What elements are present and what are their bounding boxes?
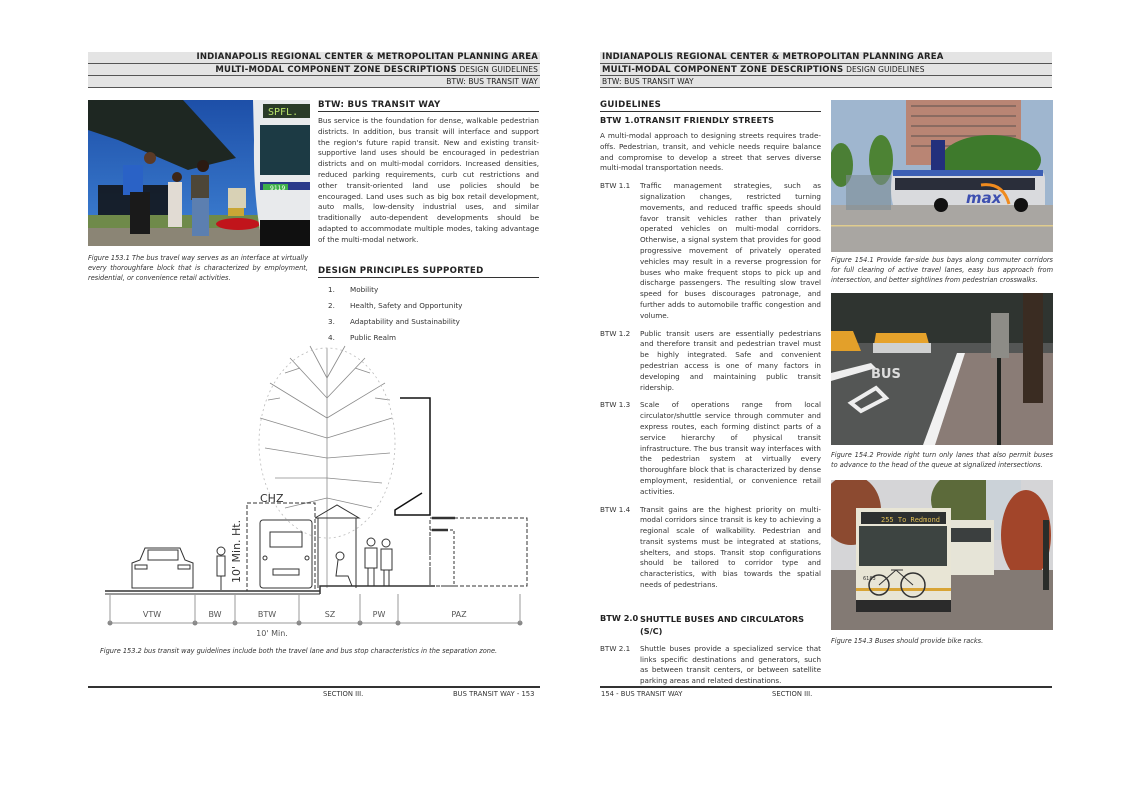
header-line-2 — [88, 64, 540, 76]
header-title: INDIANAPOLIS REGIONAL CENTER & METROPOLITAN PLANNING AREA — [196, 52, 538, 62]
left-page — [0, 0, 561, 794]
header-section: BTW: BUS TRANSIT WAY — [446, 77, 538, 86]
figure-153-1-caption: Figure 153.1 The bus travel way serves as an interface at virtually every thoroughfare block that is characterized by employment, residential, or convenience retail activities. — [88, 254, 308, 282]
page-header — [600, 52, 1052, 88]
header-line-1 — [600, 52, 1052, 64]
header-line-1 — [88, 52, 540, 64]
figure-154-3-photo — [831, 480, 1053, 630]
principle-item — [318, 298, 539, 314]
bus-destination-sign: SPFL. — [268, 107, 299, 118]
car-drawing — [132, 548, 193, 588]
cyclist-drawing — [217, 547, 225, 590]
zone-label-paz: PAZ — [451, 610, 467, 619]
figure-154-1-caption: Figure 154.1 Provide far-side bus bays along commuter corridors for full clearing of active travel lanes, easy bus approach from intersection, and better sightlines from pedestrian crosswalks. — [831, 256, 1053, 284]
figure-154-3-caption: Figure 154.3 Buses should provide bike racks. — [831, 637, 984, 645]
principle-number: 1. — [328, 285, 335, 294]
principle-label: Adaptability and Sustainability — [350, 317, 460, 326]
header-subtitle: MULTI-MODAL COMPONENT ZONE DESCRIPTIONS — [602, 65, 844, 75]
guidelines-heading: GUIDELINES — [600, 100, 821, 112]
bus-lane-illustration — [831, 293, 1053, 445]
btw-width-label: 10' Min. — [256, 629, 288, 638]
guideline-item — [600, 329, 821, 394]
zone-label-btw: BTW — [257, 610, 277, 619]
street-section-drawing — [100, 338, 545, 643]
footer-section: SECTION III. — [772, 690, 813, 698]
header-line-3 — [600, 76, 1052, 88]
principle-item — [318, 282, 539, 298]
header-line-3 — [88, 76, 540, 88]
guideline-label: BTW 1.3 — [600, 400, 631, 410]
people-at-bus-shelter-illustration — [88, 100, 310, 246]
footer-rule — [600, 686, 1052, 688]
figure-153-1-photo — [88, 100, 310, 246]
guidelines-section — [600, 100, 821, 687]
intro-heading: BTW: BUS TRANSIT WAY — [318, 100, 539, 112]
subsection-heading-2 — [600, 613, 821, 637]
principle-item — [318, 314, 539, 330]
subsection-number: BTW 2.0 — [600, 612, 639, 623]
header-section: BTW: BUS TRANSIT WAY — [602, 77, 694, 86]
header-subtitle-light: DESIGN GUIDELINES — [459, 65, 538, 74]
bus-drawing — [260, 520, 312, 588]
design-principles — [318, 266, 539, 346]
header-subtitle-light: DESIGN GUIDELINES — [846, 65, 925, 74]
zone-label-vtw: VTW — [142, 610, 162, 619]
header-subtitle: MULTI-MODAL COMPONENT ZONE DESCRIPTIONS — [215, 65, 457, 75]
guideline-item — [600, 505, 821, 591]
principle-number: 4. — [328, 333, 335, 342]
principle-label: Public Realm — [350, 333, 397, 342]
principles-heading: DESIGN PRINCIPLES SUPPORTED — [318, 266, 539, 278]
guideline-item — [600, 400, 821, 497]
intro-body: Bus service is the foundation for dense, walkable pedestrian districts. In addition, bus transit will interface and support the region's future rapid transit. New and existing transit-supportive land uses should be encouraged in pedestrian districts and on multi-modal corridors. Increased densities, reduced parking requirements, curb cut restrictions and other transit-oriented land use policies should be encouraged. Land uses such as big box retail development, auto malls, low-density industrial uses, and similar traditionally auto-dependent developments should be adapted to accommodate multiple modes, taking advantage of the multi-modal network. — [318, 116, 539, 244]
bus-destination-sign: 255 To Redmond — [881, 516, 941, 524]
guideline-item — [600, 181, 821, 321]
max-bus-at-stop-illustration — [831, 100, 1053, 252]
right-page — [562, 0, 1123, 794]
header-line-2 — [600, 64, 1052, 76]
footer-page-number: BUS TRANSIT WAY - 153 — [453, 690, 535, 698]
header-title: INDIANAPOLIS REGIONAL CENTER & METROPOLITAN PLANNING AREA — [602, 52, 944, 62]
footer-page-number: 154 - BUS TRANSIT WAY — [601, 690, 683, 698]
guideline-label: BTW 1.1 — [600, 181, 631, 191]
figure-154-2-photo — [831, 293, 1053, 445]
tree-drawing — [259, 346, 395, 588]
guideline-text: Traffic management strategies, such as signalization changes, restricted turning movements, and reduced traffic speeds should favor transit vehicles rather than privately operated vehicles on multi-modal corridors. Otherwise, a signal system that provides for good progressive movement of privately operated vehicles may result in a reverse progression for buses who make frequent stops to pick up and discharge passengers. The resulting slow travel speed for buses discourages patronage, and further adds to automobile traffic congestion and volume. — [640, 181, 821, 320]
guideline-text: Transit gains are the highest priority on multi-modal corridors since transit is key to achieving a regional scale of walkability. Pedestrian and transit systems must be integrated at stations, shelters, and stops. Transit stop configurations should be tailored to corridor type and characteristics, with bias towards the spatial needs of pedestrians. — [640, 504, 821, 590]
guideline-text: Shuttle buses provide a specialized service that links specific destinations and generators, such as between transit centers, or between satellite parking areas and related destinations. — [640, 643, 821, 686]
guideline-text: Public transit users are essentially pedestrians and therefore transit and pedestrian travel must be highly integrated. Safe and convenient pedestrian access is one of many factors in developing and maintaining public transit ridership. — [640, 328, 821, 392]
zone-label-pw: PW — [372, 610, 386, 619]
height-label: 10' Min. Ht. — [230, 519, 243, 583]
principle-label: Mobility — [350, 285, 379, 294]
guideline-label: BTW 2.1 — [600, 643, 631, 653]
figure-154-1-photo — [831, 100, 1053, 252]
chz-label: CHZ — [260, 492, 284, 505]
guidelines-intro: A multi-modal approach to designing streets requires trade-offs. Pedestrian, transit, and vehicle needs require balance and compromise to develop a street that serves diverse multi-modal transportation needs. — [600, 131, 821, 173]
principle-label: Health, Safety and Opportunity — [350, 301, 463, 310]
figure-153-2-caption: Figure 153.2 bus transit way guidelines include both the travel lane and bus stop characteristics in the separation zone. — [100, 647, 498, 655]
bus-number: 6183 — [863, 576, 876, 582]
principles-list — [318, 282, 539, 346]
figure-154-2-caption: Figure 154.2 Provide right turn only lanes that also permit buses to advance to the head of the queue at signalized intersections. — [831, 451, 1053, 469]
bus-logo: max — [966, 189, 1002, 207]
guideline-text: Scale of operations range from local circulator/shuttle service through commuter and express routes, each forming distinct parts of a service hierarchy of physical transit infrastructure. The bus transit way interfaces with the pedestrian system at virtually every thoroughfare block that is characterized by dense employment, residential, or convenience retail activities. — [640, 400, 821, 496]
zone-label-sz: SZ — [324, 610, 336, 619]
guideline-item — [600, 644, 821, 687]
bus-shelter-drawing — [315, 505, 359, 588]
intro-section — [318, 100, 539, 246]
guideline-label: BTW 1.4 — [600, 504, 631, 514]
footer-rule — [88, 686, 540, 688]
subsection-title: SHUTTLE BUSES AND CIRCULATORS (S/C) — [640, 613, 805, 636]
bus-with-bike-rack-illustration — [831, 480, 1053, 630]
pedestrians-drawing — [365, 538, 392, 586]
road-marking-bus: BUS — [871, 367, 901, 382]
figure-153-2-street-section — [100, 338, 545, 643]
principle-number: 2. — [328, 301, 335, 310]
bus-number: 9119 — [270, 185, 286, 192]
zone-label-bw: BW — [208, 610, 222, 619]
guideline-label: BTW 1.2 — [600, 328, 631, 338]
page-header — [88, 52, 540, 88]
principle-number: 3. — [328, 317, 335, 326]
subsection-heading-1: BTW 1.0TRANSIT FRIENDLY STREETS — [600, 115, 775, 125]
footer-section: SECTION III. — [323, 690, 364, 698]
